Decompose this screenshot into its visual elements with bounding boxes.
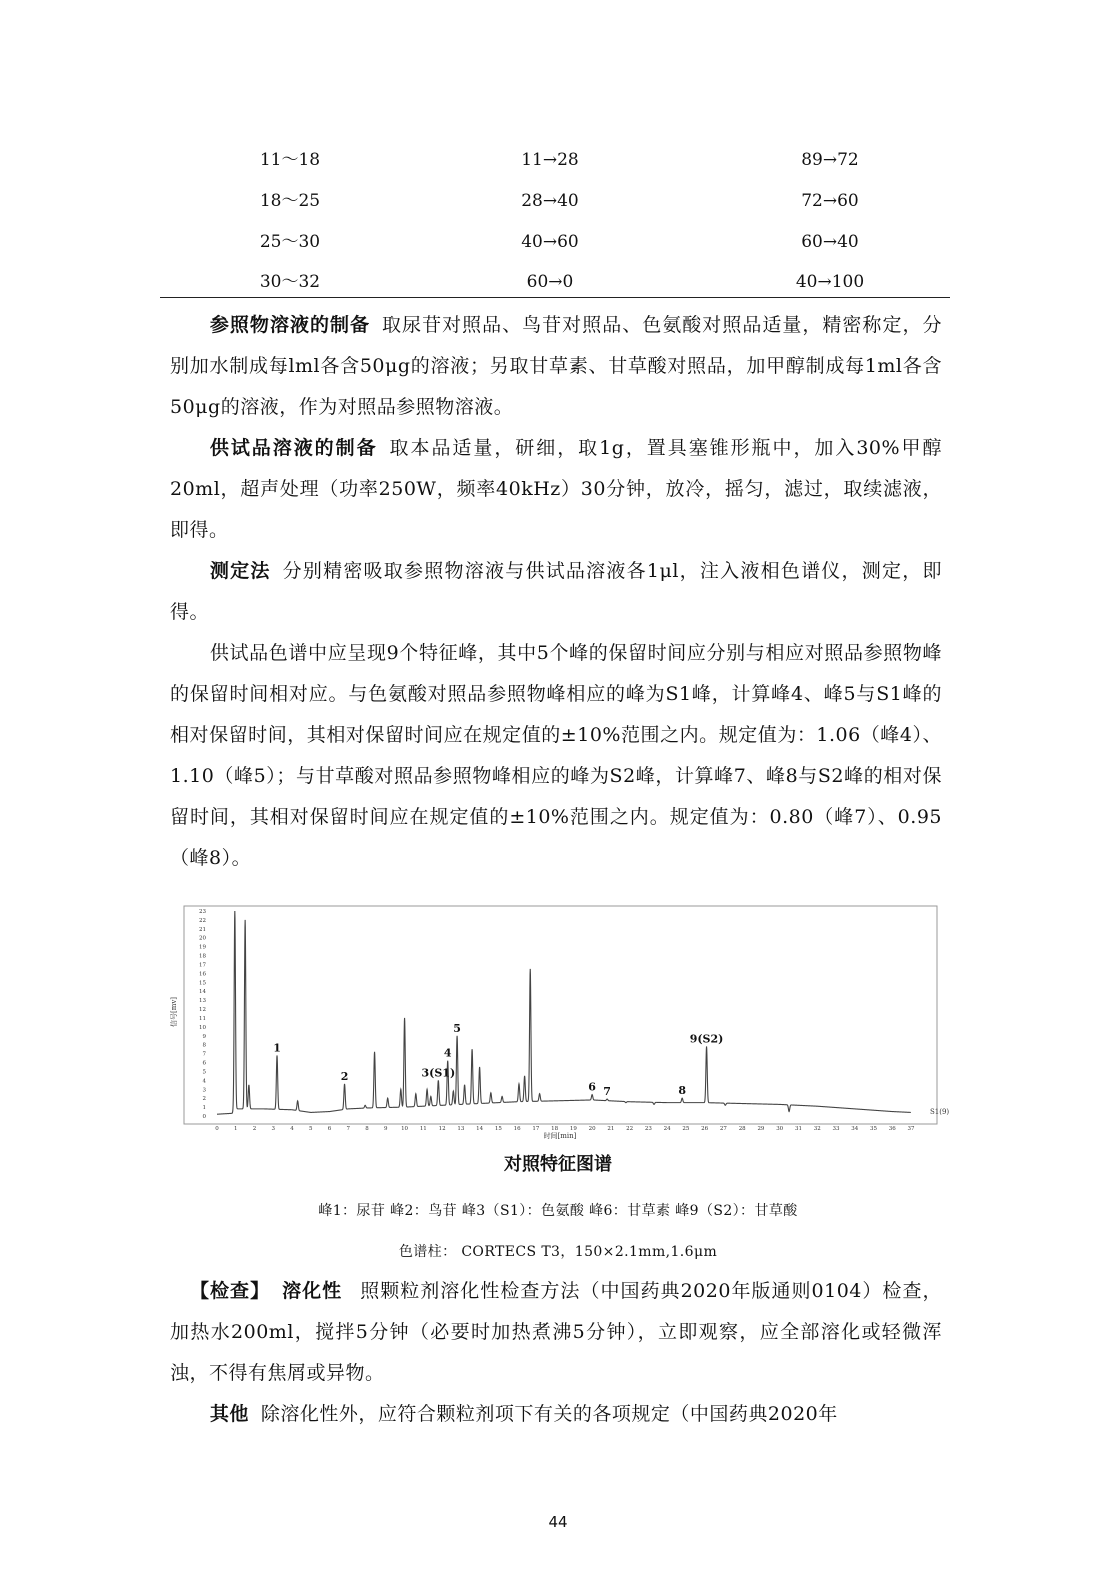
- y-tick-label: 21: [199, 926, 206, 933]
- x-tick-label: 9: [384, 1126, 388, 1132]
- peak-label: 1: [273, 1041, 281, 1055]
- y-tick-label: 17: [199, 962, 206, 969]
- sample-prep-text: 取本品适量，研细，取1g，置具塞锥形瓶中，加入30%甲醇20ml，超声处理（功率250W，频率40kHz）30分钟，放冷，摇匀，滤过，取续滤液，即得。: [170, 437, 942, 541]
- figure-title: 对照特征图谱: [504, 1154, 612, 1175]
- time-cell: 18～25: [259, 191, 321, 211]
- x-tick-label: 12: [438, 1126, 446, 1132]
- x-tick-label: 20: [588, 1126, 596, 1132]
- x-tick-label: 10: [401, 1126, 409, 1132]
- y-tick-label: 10: [199, 1024, 206, 1031]
- inspection-heading: 溶化性: [282, 1280, 343, 1302]
- y-tick-label: 16: [199, 971, 206, 978]
- x-tick-label: 19: [569, 1126, 577, 1132]
- x-tick-label: 13: [457, 1126, 465, 1132]
- x-tick-label: 7: [346, 1126, 351, 1132]
- y-tick-label: 8: [202, 1042, 206, 1049]
- peak-label: 5: [453, 1021, 461, 1035]
- phase-b-cell: 72→60: [801, 191, 859, 211]
- other-paragraph: [170, 1394, 942, 1435]
- x-tick-label: 27: [719, 1126, 727, 1132]
- method-text: 分别精密吸取参照物溶液与供试品溶液各1μl，注入液相色谱仪，测定，即得。: [170, 560, 942, 623]
- x-tick-label: 11: [419, 1126, 427, 1132]
- x-tick-label: 31: [794, 1126, 802, 1132]
- x-tick-label: 24: [663, 1126, 671, 1132]
- y-tick-label: 0: [202, 1114, 206, 1120]
- x-axis-label: 时间[min]: [543, 1132, 577, 1140]
- x-tick-label: 35: [869, 1126, 877, 1132]
- phase-a-cell: 40→60: [521, 232, 579, 252]
- peak-label: 2: [340, 1069, 349, 1083]
- peak-label: 8: [678, 1084, 686, 1098]
- chromatogram-chart: [170, 902, 950, 1147]
- phase-b-cell: 60→40: [801, 232, 859, 252]
- y-tick-label: 9: [202, 1033, 206, 1040]
- table-row: [160, 222, 950, 262]
- y-tick-label: 13: [199, 998, 206, 1005]
- x-tick-label: 23: [644, 1126, 652, 1132]
- y-tick-label: 3: [202, 1087, 206, 1094]
- other-text: 除溶化性外，应符合颗粒剂项下有关的各项规定（中国药典2020年: [260, 1403, 838, 1425]
- peak-label: 4: [443, 1046, 452, 1060]
- y-tick-label: 20: [199, 935, 206, 942]
- method-heading: 测定法: [209, 560, 271, 582]
- x-tick-label: 8: [365, 1126, 369, 1132]
- x-tick-label: 18: [551, 1126, 559, 1132]
- reference-prep-paragraph: [170, 305, 942, 428]
- table-row: [160, 140, 950, 180]
- sample-prep-paragraph: [170, 428, 942, 551]
- reference-prep-heading: 参照物溶液的制备: [209, 314, 371, 336]
- x-tick-label: 0: [215, 1126, 219, 1132]
- chromatogram-trace: [217, 911, 911, 1114]
- reference-prep-text: 取尿苷对照品、鸟苷对照品、色氨酸对照品适量，精密称定，分别加水制成每lml各含50μg的溶液；另取甘草素、甘草酸对照品，加甲醇制成每1ml各含50μg的溶液，作为对照品参照物溶液。: [170, 314, 942, 418]
- y-tick-label: 5: [202, 1069, 206, 1076]
- figure-legend: 峰1：尿苷 峰2：鸟苷 峰3（S1）：色氨酸 峰6：甘草素 峰9（S2）：甘草酸: [318, 1203, 798, 1219]
- x-tick-label: 14: [476, 1126, 484, 1132]
- y-tick-label: 4: [202, 1078, 206, 1085]
- plot-frame: [184, 906, 937, 1124]
- phase-a-cell: 60→0: [526, 272, 574, 292]
- inspection-paragraph: [170, 1271, 942, 1394]
- y-axis: [199, 909, 207, 1120]
- peak-labels: [273, 1022, 723, 1098]
- x-tick-label: 36: [888, 1126, 896, 1132]
- x-tick-label: 5: [309, 1126, 313, 1132]
- y-tick-label: 22: [199, 917, 206, 924]
- peak-label: 6: [588, 1080, 596, 1094]
- x-tick-label: 34: [851, 1126, 859, 1132]
- y-tick-label: 19: [199, 944, 206, 951]
- table-row: [160, 262, 950, 302]
- y-tick-label: 23: [199, 909, 206, 915]
- x-tick-label: 2: [252, 1126, 257, 1132]
- x-tick-label: 15: [494, 1126, 502, 1132]
- peak-label: 7: [603, 1085, 611, 1099]
- x-tick-label: 26: [701, 1126, 709, 1132]
- x-tick-label: 28: [738, 1126, 746, 1132]
- x-tick-label: 32: [813, 1126, 821, 1132]
- x-tick-label: 1: [234, 1126, 238, 1132]
- method-paragraph: [170, 551, 942, 633]
- y-tick-label: 1: [202, 1105, 206, 1112]
- time-cell: 25～30: [259, 232, 321, 252]
- inspection-text: 照颗粒剂溶化性检查方法（中国药典2020年版通则0104）检查，加热水200ml，搅拌5分钟（必要时加热煮沸5分钟），立即观察，应全部溶化或轻微浑浊，不得有焦屑或异物。: [170, 1280, 942, 1384]
- column-spec: 色谱柱： CORTECS T3，150×2.1mm,1.6μm: [398, 1244, 718, 1260]
- table-row: [160, 181, 950, 221]
- y-tick-label: 11: [199, 1015, 206, 1022]
- criteria-text: 供试品色谱中应呈现9个特征峰，其中5个峰的保留时间应分别与相应对照品参照物峰的保留时间相对应。与色氨酸对照品参照物峰相应的峰为S1峰，计算峰4、峰5与S1峰的相对保留时间，其相对保留时间应在规定值的±10%范围之内。规定值为：1.06（峰4）、1.10（峰5）；与甘草酸对照品参照物峰相应的峰为S2峰，计算峰7、峰8与S2峰的相对保留时间，其相对保留时间应在规定值的±10%范围之内。规定值为：0.80（峰7）、0.95（峰8）。: [170, 642, 942, 869]
- peak-label: 9(S2): [689, 1032, 724, 1046]
- peak-label: 3(S1): [421, 1066, 456, 1080]
- phase-b-cell: 89→72: [801, 150, 859, 170]
- criteria-paragraph: [170, 633, 942, 879]
- x-tick-label: 37: [907, 1126, 915, 1132]
- page-number: 44: [548, 1513, 568, 1531]
- sample-prep-heading: 供试品溶液的制备: [209, 437, 378, 459]
- trace-label: S1(9): [930, 1108, 950, 1116]
- y-tick-label: 6: [202, 1060, 206, 1067]
- phase-a-cell: 28→40: [521, 191, 579, 211]
- x-tick-label: 3: [271, 1126, 276, 1132]
- x-tick-label: 30: [776, 1126, 784, 1132]
- y-tick-label: 18: [199, 953, 206, 960]
- table-bottom-rule: [160, 297, 950, 298]
- y-tick-label: 7: [202, 1051, 206, 1058]
- other-heading: 其他: [209, 1403, 249, 1425]
- y-tick-label: 15: [199, 980, 206, 987]
- x-tick-label: 33: [832, 1126, 840, 1132]
- inspection-bracket-heading: 【检查】: [190, 1280, 271, 1302]
- x-tick-label: 22: [626, 1126, 634, 1132]
- y-tick-label: 14: [199, 989, 206, 996]
- x-tick-label: 25: [682, 1126, 690, 1132]
- y-tick-label: 2: [202, 1096, 206, 1103]
- x-tick-label: 29: [757, 1126, 765, 1132]
- x-tick-label: 16: [513, 1126, 521, 1132]
- time-cell: 30～32: [259, 272, 321, 292]
- time-cell: 11～18: [259, 150, 321, 170]
- x-tick-label: 4: [290, 1126, 294, 1132]
- x-tick-label: 17: [532, 1126, 540, 1132]
- phase-b-cell: 40→100: [795, 272, 865, 292]
- phase-a-cell: 11→28: [521, 150, 579, 170]
- x-tick-label: 6: [327, 1126, 332, 1132]
- x-tick-label: 21: [607, 1126, 615, 1132]
- y-tick-label: 12: [199, 1007, 206, 1014]
- y-axis-label: 信号[mv]: [170, 996, 178, 1028]
